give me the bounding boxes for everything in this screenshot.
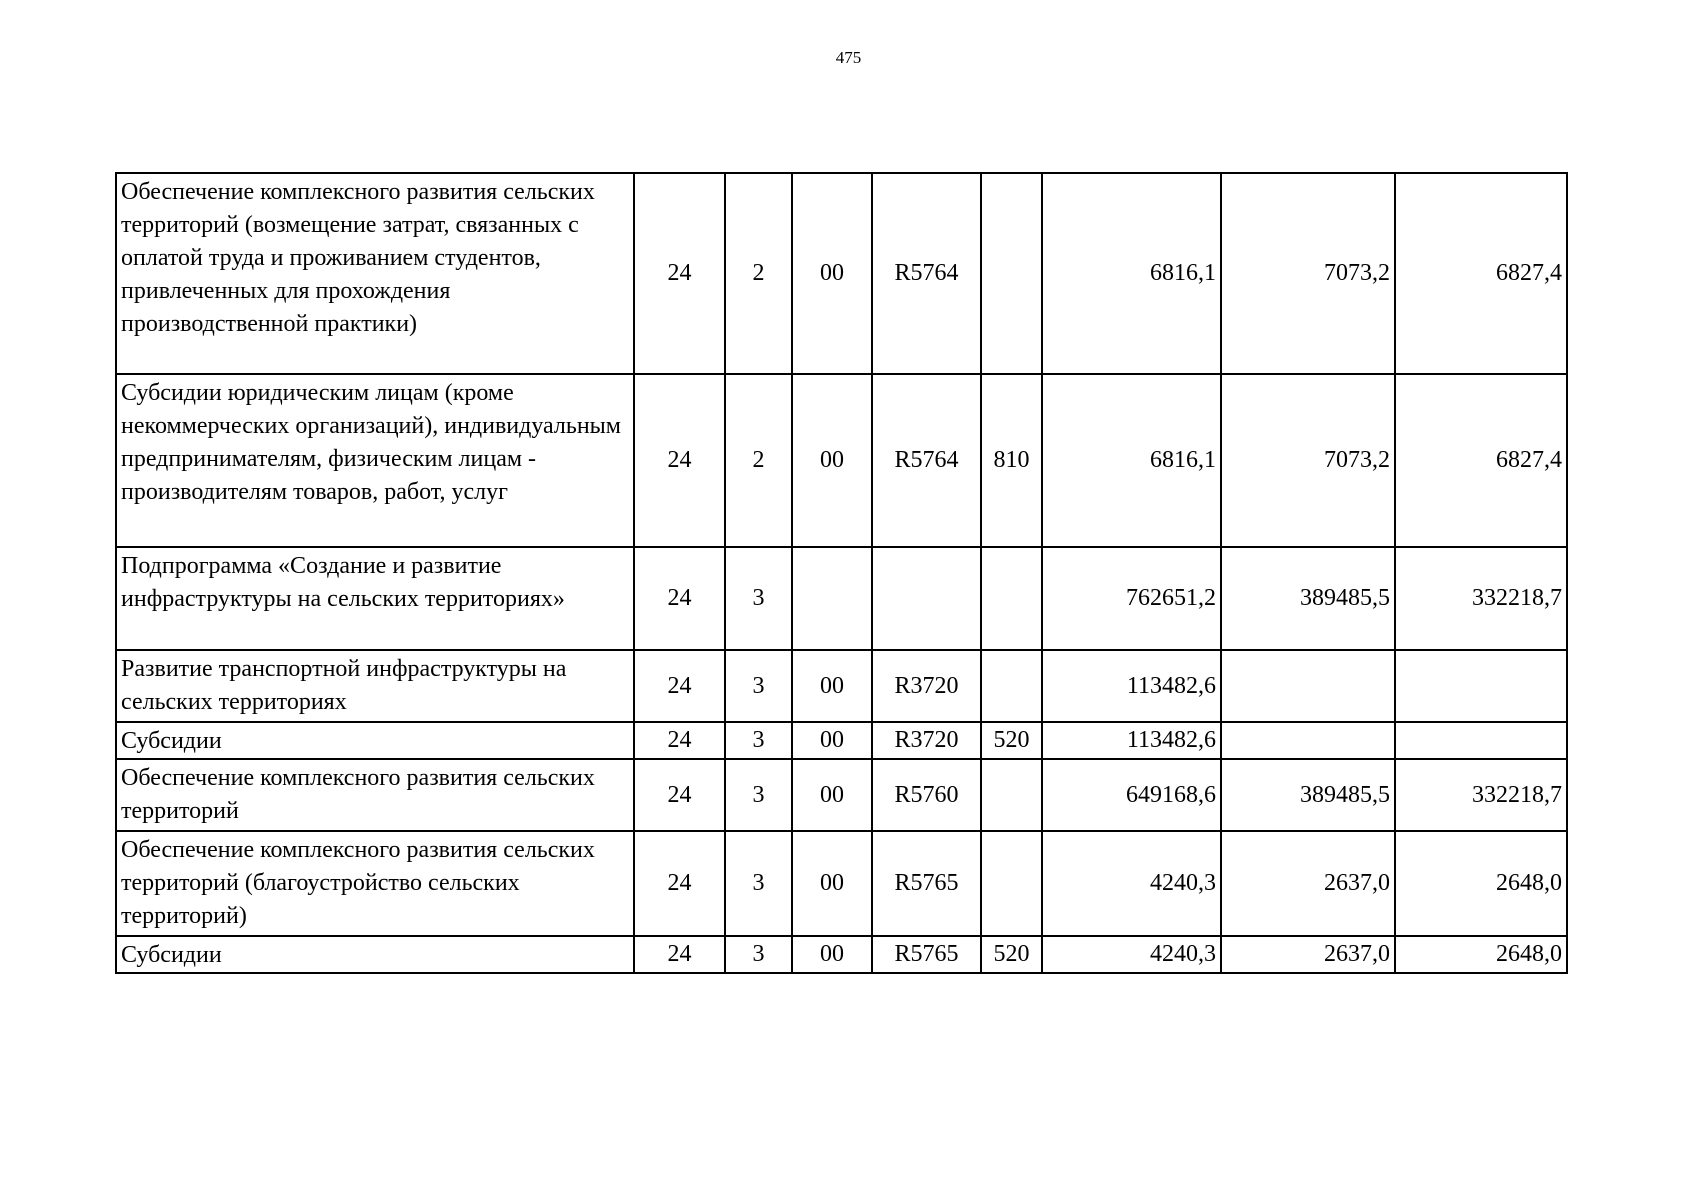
code-gp: 24 [634, 650, 725, 722]
amount-year-2 [1221, 722, 1395, 759]
amount-year-1: 113482,6 [1042, 722, 1221, 759]
amount-year-3 [1395, 650, 1567, 722]
code-direction: R5765 [872, 831, 981, 936]
code-main-activity: 00 [792, 173, 872, 374]
amount-year-1: 4240,3 [1042, 936, 1221, 973]
row-name: Обеспечение комплексного развития сельских территорий (возмещение затрат, связанных с оплатой труда и проживанием студентов, привлеченных для прохождения производственной практики) [116, 173, 634, 374]
table-row [116, 650, 1567, 722]
code-gp: 24 [634, 759, 725, 831]
amount-year-1: 4240,3 [1042, 831, 1221, 936]
code-subprogram: 3 [725, 831, 792, 936]
page-number: 475 [835, 48, 862, 67]
budget-table [115, 172, 1568, 974]
amount-year-3: 332218,7 [1395, 759, 1567, 831]
amount-year-2: 2637,0 [1221, 831, 1395, 936]
code-subprogram: 3 [725, 759, 792, 831]
code-direction: R5764 [872, 374, 981, 547]
amount-year-1: 762651,2 [1042, 547, 1221, 650]
amount-year-1: 6816,1 [1042, 374, 1221, 547]
table-row [116, 722, 1567, 759]
code-subprogram: 3 [725, 936, 792, 973]
amount-year-1: 113482,6 [1042, 650, 1221, 722]
code-subprogram: 3 [725, 547, 792, 650]
code-direction: R3720 [872, 650, 981, 722]
table-row [116, 759, 1567, 831]
amount-year-3: 6827,4 [1395, 374, 1567, 547]
code-main-activity: 00 [792, 831, 872, 936]
table-row [116, 936, 1567, 973]
amount-year-3: 2648,0 [1395, 831, 1567, 936]
amount-year-2 [1221, 650, 1395, 722]
amount-year-2: 389485,5 [1221, 759, 1395, 831]
code-main-activity: 00 [792, 722, 872, 759]
amount-year-3: 2648,0 [1395, 936, 1567, 973]
row-name: Обеспечение комплексного развития сельских территорий [116, 759, 634, 831]
code-gp: 24 [634, 722, 725, 759]
code-direction [872, 547, 981, 650]
code-subprogram: 2 [725, 173, 792, 374]
code-direction: R5765 [872, 936, 981, 973]
code-gp: 24 [634, 831, 725, 936]
amount-year-1: 6816,1 [1042, 173, 1221, 374]
row-name: Субсидии юридическим лицам (кроме некоммерческих организаций), индивидуальным предпринимателям, физическим лицам - производителям товаров, работ, услуг [116, 374, 634, 547]
table-row [116, 831, 1567, 936]
amount-year-3 [1395, 722, 1567, 759]
code-subprogram: 3 [725, 722, 792, 759]
code-gp: 24 [634, 936, 725, 973]
code-main-activity: 00 [792, 759, 872, 831]
code-gp: 24 [634, 547, 725, 650]
code-direction: R5764 [872, 173, 981, 374]
code-gp: 24 [634, 173, 725, 374]
code-expense-type: 810 [981, 374, 1042, 547]
row-name: Субсидии [116, 722, 634, 759]
amount-year-3: 332218,7 [1395, 547, 1567, 650]
code-expense-type [981, 831, 1042, 936]
table-row [116, 547, 1567, 650]
code-main-activity [792, 547, 872, 650]
code-main-activity: 00 [792, 650, 872, 722]
amount-year-2: 2637,0 [1221, 936, 1395, 973]
code-main-activity: 00 [792, 936, 872, 973]
table-row [116, 374, 1567, 547]
row-name: Субсидии [116, 936, 634, 973]
code-direction: R3720 [872, 722, 981, 759]
row-name: Обеспечение комплексного развития сельских территорий (благоустройство сельских территорий) [116, 831, 634, 936]
code-expense-type [981, 547, 1042, 650]
row-name: Подпрограмма «Создание и развитие инфраструктуры на сельских территориях» [116, 547, 634, 650]
table-row [116, 173, 1567, 374]
amount-year-2: 7073,2 [1221, 374, 1395, 547]
code-subprogram: 2 [725, 374, 792, 547]
amount-year-2: 7073,2 [1221, 173, 1395, 374]
row-name: Развитие транспортной инфраструктуры на сельских территориях [116, 650, 634, 722]
code-direction: R5760 [872, 759, 981, 831]
code-expense-type [981, 650, 1042, 722]
code-main-activity: 00 [792, 374, 872, 547]
code-subprogram: 3 [725, 650, 792, 722]
amount-year-3: 6827,4 [1395, 173, 1567, 374]
code-expense-type: 520 [981, 936, 1042, 973]
amount-year-1: 649168,6 [1042, 759, 1221, 831]
code-expense-type [981, 173, 1042, 374]
amount-year-2: 389485,5 [1221, 547, 1395, 650]
code-expense-type: 520 [981, 722, 1042, 759]
code-gp: 24 [634, 374, 725, 547]
code-expense-type [981, 759, 1042, 831]
